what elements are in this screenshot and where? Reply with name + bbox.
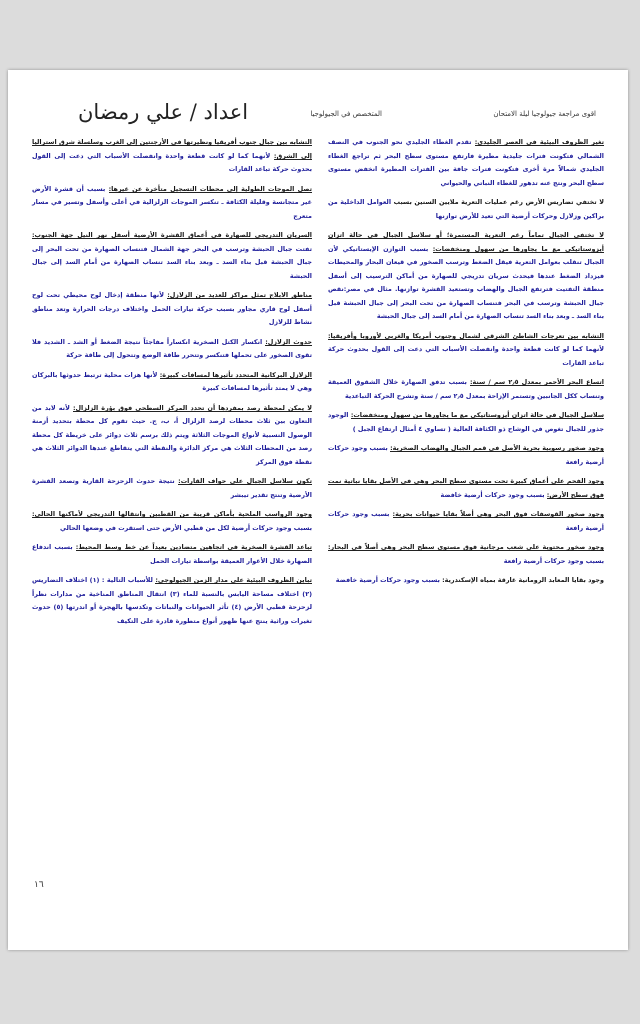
question-text: التشابه بين جبال جنوب أفريقيا ونظيرتها في الأرجنتين إلى الغرب وسلسلة شرق استراليا إلى الشرق: [32,138,313,160]
question-text: تصل الموجات الطولية إلى محطات التسجيل متأخرة عن غيرها: [108,184,312,193]
question-text: السريان التدريجي للصهارة في أعماق القشرة الأرضية أسفل نهر النيل جهة الجنوب: [32,231,312,239]
explanation-item [328,442,604,469]
answer-text: لأنه لابد من التعاون بين ثلاث محطات لرصد الزلزال أ، ب، ج. حيث تقوم كل محطة بتحديد أزمنة الوصول النسبية لأنواع الموجات الثلاثة ويتم ذلك برسم ثلاث دوائر على خريطة كل محطة رصد من المحطات الثلاث هي مركز الدائرة والنقطة التي يتقاطع عندها الدوائر الثلاث هي نقطة فوق المركز [32,403,312,466]
explanation-item [32,229,312,283]
question-text: تغير الظروف البيئية في العصر الجليدي: [474,138,604,146]
explanation-item [32,475,312,502]
explanation-item [328,376,604,403]
answer-text: انكسار الكتل الصخرية انكساراً مفاجئاً نتيجة الضغط أو الشد ـ الشديد فلا تقوى الصخور على تحملها فتنكسر وتتحرر طاقة الوضع وتتحول إلى طاقة حركة [32,337,312,359]
answer-text: بسبب وجود حركات أرضية رافعة [328,510,604,532]
answer-text: لأنهما كما لو كانت قطعة واحدة وانفصلت الأسباب التي دعت إلى القول بحدوث حركة تباعد القارات [328,345,604,367]
question-text: لا تختفي تضاريس الأرض رغم عمليات التعرية ملايين السنين بسبب [393,198,604,206]
question-text: اتساع البحر الأحمر بمعدل ٢٫٥ سم / سنة: [469,378,604,386]
answer-text: لأنها هزات محلية ترتبط حدوثها بالبركان وهي لا يمتد تأثيرها لمسافات كبيرة [32,370,312,392]
question-text: وجود صخور رسوبية بحرية الأصل في قمم الجبال والهضاب الصخرية: [390,444,604,452]
explanation-item [32,508,312,535]
question-text: وجود الرواسب الملحية بأماكن قريبة من القطبين وانتقالها التدريجي لأماكنها الحالي: [32,510,312,518]
document-header-specialty: المتخصص في الجيولوجيا [310,110,382,118]
answer-text: بسبب وجود حركات أرضية رافعة [503,556,604,565]
question-text: لا تختفي الجبال تماماً رغم التعرية المستمرة؛ أو سلاسل الجبال في حالة اتزان أيزوستاتيكي مع ما يجاورها من سهول ومنخفضات: [328,231,604,253]
question-text: مناطق الابلاج تمثل مراكز للعديد من الزلازل: [167,291,313,299]
answer-text: بسبب اندفاع الصهارة خلال الأغوار العميقة بواسطة تيارات الحمل [32,543,312,565]
explanation-item [328,508,604,535]
question-text: وجود الفحم على أعماق كبيرة تحت مستوى سطح البحر وهي في الأصل بقايا نباتية نمت فوق سطح الأرض: [328,477,604,499]
answer-text: تفتت جبال الحبشة وترسب في البحر جهة الشمال فتنساب الصهارة من تحت البحر إلى جبال الحبشة قبل بناء السد ـ وبعد بناء السد تنساب الصهارة من أمام السد إلى جبال الحبشة [32,244,312,280]
answer-text: بسبب تدفق الصهارة خلال الشقوق العميقة وتنساب ككل الجانبين وتستمر الإزاحة بمعدل ٢٫٥ سم / سنة وتشرح الحركة التباعدية [328,378,604,400]
left-column [32,136,312,634]
answer-text: بسبب وجود حركات أرضية خافضة [440,490,545,499]
explanation-item [328,136,604,190]
explanation-item [32,541,312,568]
question-text: سلاسل الجبال في حالة اتزان أيزوستاتيكي مع ما يجاورها من سهول ومنخفضات: [350,411,604,419]
answer-text: بسبب وجود حركات أرضية لكل من قطبي الأرض حتى استقرت في وضعها الحالي [60,523,312,532]
explanation-item [328,574,604,588]
explanation-item [328,409,604,436]
question-text: تباين الظروف البيئية على مدار الزمن الجيولوجي: [155,576,312,584]
document-header-title: اقوى مراجعة جيولوجيا ليلة الامتحان [493,110,596,118]
author-name: اعداد / علي رمضان [78,100,249,124]
question-text: وجود بقايا المعابد الرومانية غارقة بمياه الإسكندرية: [442,576,604,584]
answer-text: لأنها منطقة إدخال لوح محيطي تحت لوح أسفل لوح قاري مجاور بسبب حركة تيارات الحمل واختلاف درجات الحرارة وتعد مناطق نشاط للزلازل [32,291,312,326]
answer-text: العوامل الداخلية من براكين وزلازل وحركات أرضية التي تعيد للأرض توازنها [328,198,604,220]
page-number: ١٦ [34,880,44,890]
answer-text: لأنهما كما لو كانت قطعة واحدة وانفصلت الأسباب التي دعت إلى القول بحدوث حركة تباعد القارات [32,151,312,173]
question-text: وجود صخور محتوية على شعب مرجانية فوق مستوى سطح البحر وهي أصلاً في البحار: [328,543,604,551]
answer-text: بسبب وجود حركات أرضية خافضة [335,576,440,584]
answer-text: بسبب التوازن الإيستاتيكي لأن الجبال تنقلب بعوامل التعرية فيقل الضغط وترسب الصخور في قيعان البحار والمحيطات فيزداد الضغط عندها فيحدث سريان تدريجي للصهارة من أماكن الترسيب إلى أسفل منطقة التفتيت فترتفع الجبال والهضاب وتستعيد القشرة توازنها. مثال في مصر:نقص جبال الحبشة وترسب في البحر فتنساب الصهارة من تحت البحر إلى جبال الحبشة قبل بناء السد ـ وبعد بناء السد تنساب الصهارة من أمام السد إلى جبال الحبشة [328,244,604,320]
question-text: الزلازل البركانية المتحدد تأثيرها لمسافات كبيرة: [159,370,312,379]
explanation-item [32,289,312,330]
answer-text: للأسباب التالية : (١) اختلاف التضاريس (٢) اختلاف مساحة اليابس بالنسبة للماء (٣) انتقال المناطق المناخية من مدارات نظراً لزحزحة قطبي الأرض (٤) تأثر الحيوانات والنباتات وتكدسها بالهجرة أو اندرتها (٥) حدوث تغيرات وراثية ينتج عنها ظهور أنواع متطورة قادرة على التكيف [32,576,313,625]
answer-text: تقدم الغطاء الجليدي نحو الجنوب في النصف الشمالي فتكونت فترات جليدية مطيرة فارتفع مستوى سطح البحر ثم تراجع الغطاء الجليدي شمالاً مرة أخرى فتكونت فترات جافة بين الفترات المطيرة انخفض مستوى سطح البحر ونتج عنه تدهور للغطاء النباتي والحيواني [328,138,604,187]
answer-text: بسبب وجود حركات أرضية رافعة [328,444,604,466]
question-text: تكون سلاسل الجبال على حواف القارات: [178,477,312,485]
answer-text: الوجود جذور للجبال تغوص في الوشاح ذو الكثافة العالية ( تساوي ٤ أمثال ارتفاع الجبل ) [328,411,604,433]
question-text: لا يمكن لمحطة رصد بمفردها أن تحدد المركز السطحي فوق بؤرة الزلزال: [72,403,312,412]
explanation-item [328,229,604,324]
explanation-item [328,196,604,223]
question-text: التشابه بين تعرجات الشاطئ الشرقي لشمال وجنوب أمريكا والغربي لأوروبا وأفريقيا: [328,331,604,340]
answer-text: نتيجة حدوث الزحزحة القارية وتصعد القشرة الأرضية وتنتج تقدير تيبشر [32,477,312,499]
question-text: تباعد القشرة الصخرية في اتجاهين متضادين بعيداً عن خط وسط المحيط: [75,543,313,551]
explanation-item [32,183,312,224]
document-page [8,70,628,950]
explanation-item [32,136,312,177]
explanation-item [32,402,312,470]
explanation-item [328,330,604,371]
explanation-item [328,541,604,568]
explanation-item [32,574,312,628]
explanation-item [32,369,312,396]
explanation-item [328,475,604,502]
answer-text: بسبب أن قشرة الأرض غير متجانسة وقليلة الكثافة ـ تنكسر الموجات الزلزالية في أعلى وأسفل وتسير في مسار متعرج [32,184,312,220]
right-column [328,136,604,594]
question-text: حدوث الزلازل: [265,337,312,346]
explanation-item [32,336,312,363]
question-text: وجود صخور القوسفات فوق البحر وهي أصلاً بقايا حيوانات بحرية: [392,510,604,518]
